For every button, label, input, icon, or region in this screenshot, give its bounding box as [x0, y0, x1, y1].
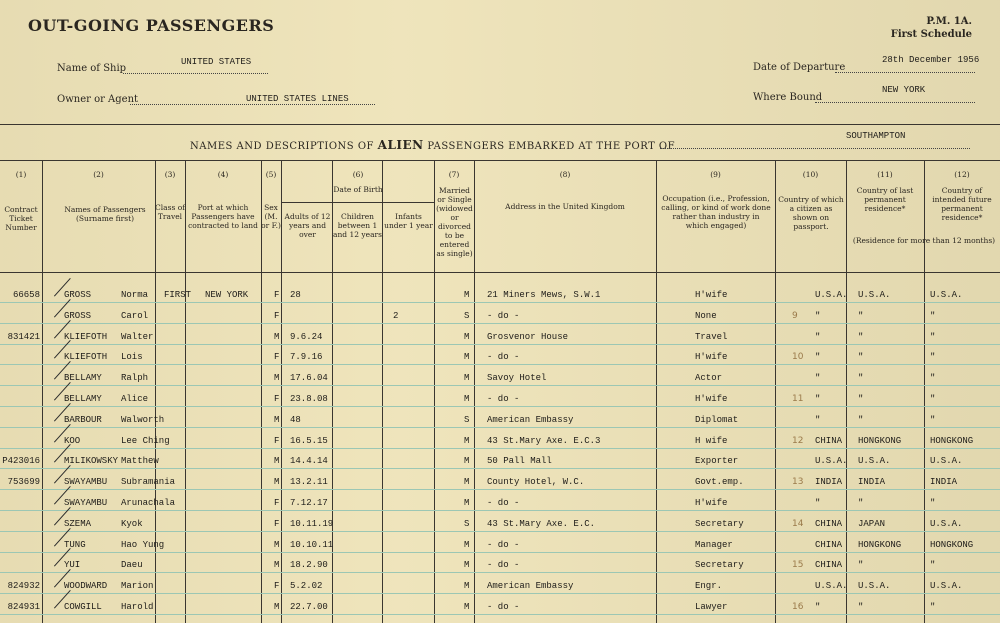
col-num: (12) — [954, 170, 970, 179]
cell-last: " — [858, 560, 864, 571]
cell-citizen: " — [815, 414, 821, 425]
cell-occ: H'wife — [695, 498, 728, 508]
cell-ms: M — [464, 498, 470, 508]
cell-address: American Embassy — [487, 581, 574, 592]
cell-adult: 10.11.19 — [290, 518, 334, 529]
owner-label: Owner or Agent — [57, 94, 139, 105]
cell-ms: S — [464, 518, 470, 529]
cell-last: " — [858, 373, 864, 384]
cell-future: " — [930, 602, 936, 612]
cell-surname: TUNG — [64, 539, 86, 550]
cell-sex: M — [274, 477, 280, 488]
row-rule — [0, 593, 1000, 594]
cell-given: Harold — [121, 602, 154, 612]
col-header: Class of Travel — [155, 203, 185, 221]
cell-sex: M — [274, 560, 280, 571]
cell-adult: 17.6.04 — [290, 373, 328, 384]
cell-citizen: U.S.A. — [815, 581, 848, 592]
cell-hand-number: 10 — [792, 352, 804, 363]
col-num: (8) — [559, 170, 571, 179]
port-dots — [660, 148, 970, 149]
cell-given: Arunachala — [121, 498, 176, 508]
cell-future: HONGKONG — [930, 539, 974, 550]
cell-address: - do - — [487, 394, 520, 404]
form-title: OUT-GOING PASSENGERS — [28, 16, 275, 35]
cell-address: 43 St.Mary Axe. E.C. — [487, 518, 596, 529]
cell-adult: 13.2.11 — [290, 477, 328, 488]
col-header: Country of intended future permanent residence* — [932, 186, 992, 222]
cell-future: U.S.A. — [930, 518, 963, 529]
cell-address: - do - — [487, 498, 520, 508]
cell-adult: 7.9.16 — [290, 352, 323, 363]
cell-sex: F — [274, 581, 280, 592]
cell-adult: 23.8.08 — [290, 394, 328, 404]
col-num: (4) — [217, 170, 229, 179]
col-sep — [846, 160, 847, 623]
cell-surname: KLIEFOTH — [64, 352, 108, 363]
row-rule — [0, 614, 1000, 615]
col-sep — [474, 160, 475, 623]
cell-given: Lois — [121, 352, 143, 363]
cell-occ: Manager — [695, 539, 733, 550]
header-bottom-rule — [0, 272, 1000, 273]
cell-ticket: 824932 — [7, 581, 40, 592]
departure-value: 28th December 1956 — [882, 55, 980, 65]
cell-citizen: " — [815, 352, 821, 363]
cell-hand-number: 16 — [792, 602, 804, 612]
cell-future: U.S.A. — [930, 456, 963, 467]
cell-adult: 14.4.14 — [290, 456, 328, 467]
cell-given: Lee Ching — [121, 435, 170, 446]
cell-ms: M — [464, 477, 470, 488]
cell-hand-number: 9 — [792, 310, 798, 321]
cell-occ: Secretary — [695, 518, 744, 529]
cell-surname: GROSS — [64, 290, 92, 300]
cell-ms: M — [464, 602, 470, 612]
cell-future: " — [930, 352, 936, 363]
cell-surname: GROSS — [64, 310, 92, 321]
col-header: Adults of 12 years and over — [284, 212, 331, 239]
cell-address: American Embassy — [487, 414, 574, 425]
header-rule — [0, 124, 1000, 125]
cell-future: " — [930, 414, 936, 425]
row-rule — [0, 489, 1000, 490]
col-num: (2) — [93, 170, 104, 179]
col-num: (11) — [877, 170, 893, 179]
col-header: Address in the United Kingdom — [505, 202, 625, 211]
owner-dots — [130, 104, 375, 105]
col-num: (3) — [164, 170, 176, 179]
cell-future: " — [930, 394, 936, 404]
cell-citizen: " — [815, 602, 821, 612]
dob-subrule — [282, 202, 434, 203]
cell-future: " — [930, 560, 936, 571]
cell-surname: SZEMA — [64, 518, 92, 529]
cell-given: Carol — [121, 310, 149, 321]
cell-occ: H'wife — [695, 290, 728, 300]
cell-given: Subramania — [121, 477, 176, 488]
ship-label: Name of Ship — [57, 63, 127, 74]
cell-occ: Diplomat — [695, 414, 739, 425]
col-sep — [281, 160, 282, 623]
cell-future: " — [930, 331, 936, 342]
col-header: Date of Birth — [333, 185, 383, 194]
residence-note: (Residence for more than 12 months) — [852, 236, 996, 245]
cell-last: U.S.A. — [858, 290, 891, 300]
cell-given: Hao Yung — [121, 539, 165, 550]
cell-future: U.S.A. — [930, 290, 963, 300]
cell-citizen: CHINA — [815, 435, 843, 446]
cell-occ: Engr. — [695, 581, 723, 592]
cell-future: " — [930, 310, 936, 321]
col-sep — [924, 160, 925, 623]
cell-hand-number: 15 — [792, 560, 804, 571]
cell-address: - do - — [487, 310, 520, 321]
row-rule — [0, 448, 1000, 449]
cell-hand-number: 13 — [792, 477, 804, 488]
cell-last: U.S.A. — [858, 581, 891, 592]
cell-sex: M — [274, 414, 280, 425]
cell-sex: M — [274, 539, 280, 550]
cell-sex: F — [274, 394, 280, 404]
cell-citizen: " — [815, 498, 821, 508]
cell-hand-number: 14 — [792, 518, 804, 529]
cell-sex: F — [274, 290, 280, 300]
cell-last: " — [858, 498, 864, 508]
cell-surname: BELLAMY — [64, 394, 102, 404]
cell-last: " — [858, 310, 864, 321]
cell-child: 2 — [393, 310, 399, 321]
port-value: SOUTHAMPTON — [846, 131, 906, 141]
cell-ticket: 831421 — [7, 331, 40, 342]
cell-adult: 16.5.15 — [290, 435, 328, 446]
bound-value: NEW YORK — [882, 85, 926, 95]
row-rule — [0, 344, 1000, 345]
cell-ticket: 753699 — [7, 477, 40, 488]
cell-occ: Travel — [695, 331, 728, 342]
embark-prefix: NAMES AND DESCRIPTIONS OF — [190, 141, 374, 152]
col-header: Contract Ticket Number — [4, 205, 38, 232]
cell-ticket: 66658 — [12, 290, 40, 300]
row-rule — [0, 385, 1000, 386]
cell-occ: H'wife — [695, 394, 728, 404]
col-sep — [185, 160, 186, 623]
cell-adult: 48 — [290, 414, 301, 425]
cell-occ: Lawyer — [695, 602, 728, 612]
col-sep — [42, 160, 43, 623]
col-header: Infants under 1 year — [384, 212, 433, 230]
col-sep — [775, 160, 776, 623]
form-code — [891, 15, 972, 41]
row-rule — [0, 468, 1000, 469]
cell-occ: Actor — [695, 373, 723, 384]
col-num: (6) — [352, 170, 364, 179]
row-rule — [0, 531, 1000, 532]
cell-surname: BELLAMY — [64, 373, 102, 384]
row-rule — [0, 427, 1000, 428]
cell-given: Daeu — [121, 560, 143, 571]
cell-citizen: " — [815, 394, 821, 404]
col-num: (5) — [265, 170, 277, 179]
cell-citizen: U.S.A. — [815, 290, 848, 300]
cell-occ: Exporter — [695, 456, 739, 467]
cell-surname: SWAYAMBU — [64, 498, 108, 508]
cell-citizen: CHINA — [815, 518, 843, 529]
cell-occ: Secretary — [695, 560, 744, 571]
cell-given: Matthew — [121, 456, 159, 467]
cell-hand-number: 12 — [792, 435, 804, 446]
cell-given: Alice — [121, 394, 149, 404]
bound-label: Where Bound — [753, 92, 823, 103]
cell-given: Kyok — [121, 518, 143, 529]
col-sep — [155, 160, 156, 623]
cell-address: - do - — [487, 352, 520, 363]
row-rule — [0, 406, 1000, 407]
cell-last: " — [858, 331, 864, 342]
ship-value: UNITED STATES — [181, 57, 252, 67]
col-header: Married or Single (widowed or divorced to be entered as single) — [436, 186, 473, 258]
cell-last: U.S.A. — [858, 456, 891, 467]
cell-address: 43 St.Mary Axe. E.C.3 — [487, 435, 601, 446]
cell-future: INDIA — [930, 477, 958, 488]
col-sep — [656, 160, 657, 623]
cell-last: JAPAN — [858, 518, 886, 529]
form-code-text: P.M. 1A. — [926, 16, 972, 27]
cell-last: HONGKONG — [858, 435, 902, 446]
cell-adult: 9.6.24 — [290, 331, 323, 342]
col-num: (10) — [802, 170, 819, 179]
col-header: Country of which a citizen as shown on passport. — [778, 195, 844, 231]
cell-cls: FIRST — [164, 290, 192, 300]
cell-future: HONGKONG — [930, 435, 974, 446]
cell-ms: M — [464, 560, 470, 571]
cell-last: " — [858, 352, 864, 363]
cell-ms: S — [464, 414, 470, 425]
departure-label: Date of Departure — [753, 62, 846, 73]
cell-surname: BARBOUR — [64, 414, 102, 425]
cell-adult: 7.12.17 — [290, 498, 328, 508]
cell-sex: M — [274, 602, 280, 612]
row-rule — [0, 302, 1000, 303]
cell-address: Grosvenor House — [487, 331, 569, 342]
cell-address: County Hotel, W.C. — [487, 477, 585, 488]
cell-occ: Govt.emp. — [695, 477, 744, 488]
cell-address: 21 Miners Mews, S.W.1 — [487, 290, 601, 300]
embark-alien: ALIEN — [377, 138, 424, 152]
cell-citizen: U.S.A. — [815, 456, 848, 467]
cell-citizen: " — [815, 310, 821, 321]
cell-surname: COWGILL — [64, 602, 102, 612]
cell-ms: M — [464, 331, 470, 342]
col-num: (9) — [710, 170, 721, 179]
cell-ms: M — [464, 373, 470, 384]
cell-address: - do - — [487, 560, 520, 571]
cell-ms: M — [464, 352, 470, 363]
cell-ms: S — [464, 310, 470, 321]
row-rule — [0, 552, 1000, 553]
cell-adult: 22.7.00 — [290, 602, 328, 612]
cell-sex: F — [274, 518, 280, 529]
cell-sex: M — [274, 331, 280, 342]
cell-last: " — [858, 394, 864, 404]
cell-occ: None — [695, 310, 717, 321]
cell-future: " — [930, 498, 936, 508]
cell-ms: M — [464, 290, 470, 300]
col-num: (1) — [15, 170, 27, 179]
col-header: Names of Passengers (Surname first) — [64, 205, 146, 223]
cell-surname: KLIEFOTH — [64, 331, 108, 342]
col-header: Occupation (i.e., Profession, calling, or kind of work done rather than industry in which engaged) — [661, 194, 771, 230]
col-header: Children between 1 and 12 years — [333, 212, 382, 239]
cell-address: - do - — [487, 602, 520, 612]
cell-sex: F — [274, 498, 280, 508]
cell-ms: M — [464, 435, 470, 446]
cell-adult: 18.2.90 — [290, 560, 328, 571]
cell-sex: M — [274, 373, 280, 384]
departure-dots — [835, 72, 975, 73]
cell-ms: M — [464, 394, 470, 404]
cell-citizen: CHINA — [815, 560, 843, 571]
cell-sex: F — [274, 352, 280, 363]
cell-surname: KOO — [64, 435, 81, 446]
col-header: Country of last permanent residence* — [856, 186, 914, 213]
col-num: (7) — [448, 170, 460, 179]
cell-ticket: P423016 — [2, 456, 40, 467]
cell-sex: M — [274, 456, 280, 467]
cell-given: Walworth — [121, 414, 165, 425]
row-rule — [0, 364, 1000, 365]
cell-sex: F — [274, 435, 280, 446]
table-top-rule — [0, 160, 1000, 161]
cell-address: - do - — [487, 539, 520, 550]
ship-dots — [123, 73, 268, 74]
cell-occ: H wife — [695, 435, 728, 446]
cell-given: Ralph — [121, 373, 149, 384]
cell-surname: SWAYAMBU — [64, 477, 108, 488]
cell-surname: MILIKOWSKY — [64, 456, 119, 467]
row-rule — [0, 572, 1000, 573]
cell-address: 50 Pall Mall — [487, 456, 552, 467]
cell-last: INDIA — [858, 477, 886, 488]
cell-citizen: INDIA — [815, 477, 843, 488]
cell-citizen: CHINA — [815, 539, 843, 550]
embark-line — [190, 138, 675, 152]
form-schedule: First Schedule — [890, 29, 972, 40]
cell-ms: M — [464, 581, 470, 592]
cell-port: NEW YORK — [205, 290, 249, 300]
cell-given: Marion — [121, 581, 154, 592]
cell-last: " — [858, 602, 864, 612]
embark-suffix: PASSENGERS EMBARKED AT THE PORT OF — [427, 141, 676, 152]
cell-ms: M — [464, 539, 470, 550]
cell-adult: 10.10.11 — [290, 539, 334, 550]
cell-adult: 5.2.02 — [290, 581, 323, 592]
row-rule — [0, 510, 1000, 511]
bound-dots — [815, 102, 975, 103]
cell-occ: H'wife — [695, 352, 728, 363]
cell-future: U.S.A. — [930, 581, 963, 592]
cell-future: " — [930, 373, 936, 384]
cell-adult: 28 — [290, 290, 301, 300]
cell-given: Walter — [121, 331, 154, 342]
cell-citizen: " — [815, 373, 821, 384]
col-header: Port at which Passengers have contracted to land — [188, 203, 258, 230]
cell-last: " — [858, 414, 864, 425]
row-rule — [0, 323, 1000, 324]
cell-given: Norma — [121, 290, 149, 300]
cell-sex: F — [274, 310, 280, 321]
col-header: Sex (M. or F.) — [261, 203, 281, 230]
cell-ticket: 824931 — [7, 602, 40, 612]
cell-last: HONGKONG — [858, 539, 902, 550]
cell-citizen: " — [815, 331, 821, 342]
cell-hand-number: 11 — [792, 394, 804, 404]
cell-ms: M — [464, 456, 470, 467]
cell-surname: YUI — [64, 560, 81, 571]
cell-surname: WOODWARD — [64, 581, 108, 592]
owner-value: UNITED STATES LINES — [246, 94, 349, 104]
cell-address: Savoy Hotel — [487, 373, 547, 384]
